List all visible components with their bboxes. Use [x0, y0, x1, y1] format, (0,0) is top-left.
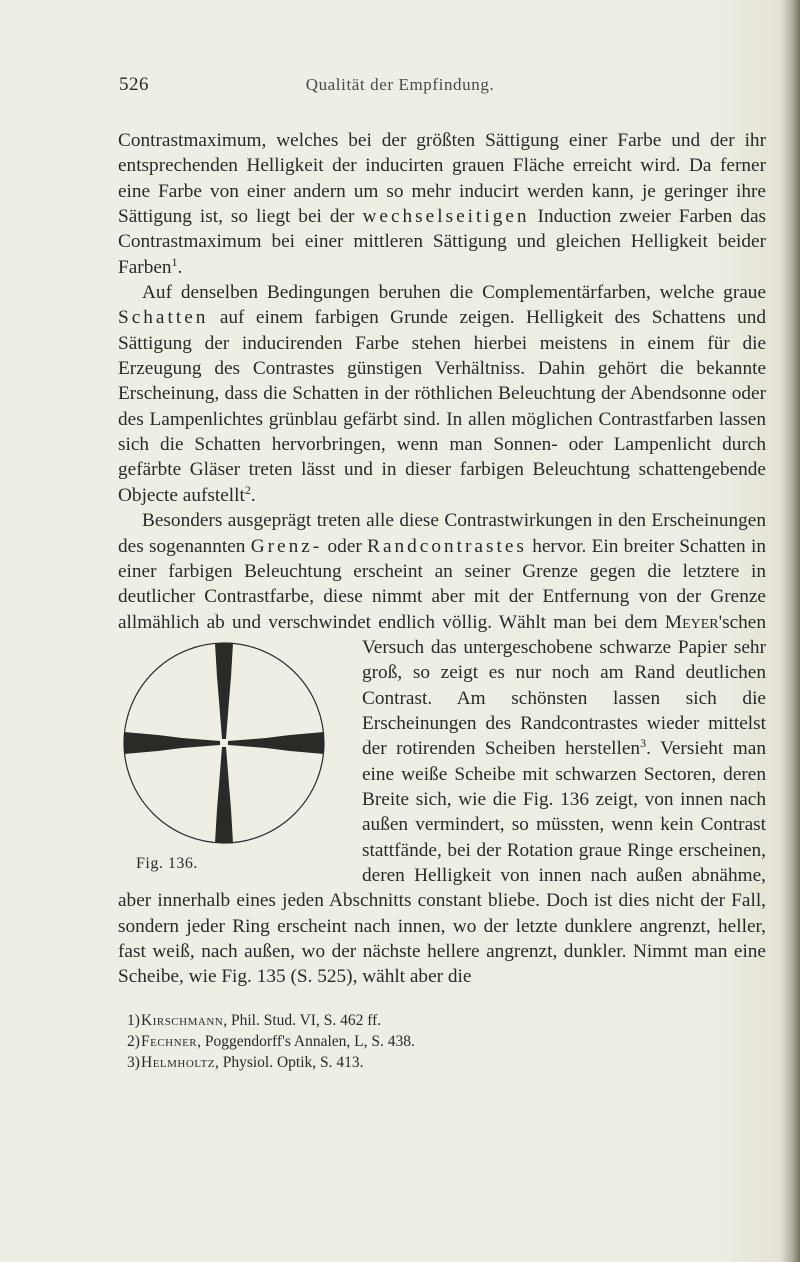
- footnote-3: 3)Helmholtz, Physiol. Optik, S. 413.: [127, 1054, 364, 1071]
- body-text: [118, 128, 766, 990]
- figure-136: [102, 639, 344, 879]
- footnote-ref-3: 3: [640, 736, 647, 751]
- footnote-1: 1)Kirschmann, Phil. Stud. VI, S. 462 ff.: [127, 1012, 382, 1029]
- footnote-ref-2: 2: [244, 482, 251, 497]
- page-header: [0, 74, 800, 98]
- footnote-2: 2)Fechner, Poggendorff's Annalen, L, S. 438.: [127, 1033, 415, 1050]
- running-head: Qualität der Empfindung.: [305, 75, 495, 94]
- footnotes: [127, 1010, 767, 1073]
- paragraph-3: Besonders ausgeprägt treten alle diese Contrastwirkungen in den Erscheinungen des sogenannten Grenz- oder Randcontrastes hervor. Ein breiter Schatten in einer farbigen Beleuchtung erscheint an seiner Grenze gegen die letztere in deutlicher Contrastfarbe, diese nimmt aber mit der Entfernung von der Grenze allmählich ab und verschwindet endlich völlig. Wählt man bei dem Fig. 136. Meyer'schen Versuch das untergeschobene schwarze Papier sehr groß, so zeigt es nur noch am Rand deutlichen Contrast. Am schönsten lassen sich die Erscheinungen des Randcontrastes wieder mittelst der rotirenden Scheiben herstellen$^3$. Versieht man eine weiße Scheibe mit schwarzen Sectoren, deren Breite sich, wie die Fig. 136 zeigt, von innen nach außen vermindert, so müssten, wenn kein Contrast stattfände, bei der Rotation graue Ringe erscheinen, deren Helligkeit von innen nach außen abnähme, aber innerhalb eines jeden Abschnitts constant bliebe. Doch ist dies nicht der Fall, sondern jeder Ring erscheint nach innen, wo der letzte dunklere angrenzt, heller, fast weiß, nach außen, wo der nächste hellere angrenzt, dunkler. Nimmt man eine Scheibe, wie Fig. 135 (S. 525), wählt aber die: [118, 508, 766, 990]
- figure-caption: Fig. 136.: [136, 854, 198, 872]
- author-name-meyer: Meyer: [664, 611, 719, 633]
- rotating-disc-figure: [102, 639, 344, 849]
- page-number: 526: [119, 74, 149, 95]
- paragraph-2: Auf denselben Bedingungen beruhen die Complementärfarben, welche graue Schatten auf einem farbigen Grunde zeigen. Helligkeit des Schattens und Sättigung der inducirenden Farbe stehen hierbei meistens in einem für die Erzeugung des Contrastes günstigen Verhältniss. Dahin gehört die bekannte Erscheinung, dass die Schatten in der röthlichen Beleuchtung der Abendsonne oder des Lampenlichtes grünblau gefärbt sind. In allen möglichen Contrastfarben lassen sich die Schatten hervorbringen, wenn man Sonnen- oder Lampenlicht durch gefärbte Gläser treten lässt und in dieser farbigen Beleuchtung schattengebende Objecte aufstellt$^2$.: [118, 282, 766, 506]
- paragraph-1: Contrastmaximum, welches bei der größten Sättigung einer Farbe und der ihr entsprechenden Helligkeit der inducirten grauen Fläche erreicht wird. Da ferner eine Farbe von einer andern um so mehr inducirt werden kann, je geringer ihre Sättigung ist, so liegt bei der wechselseitigen Induction zweier Farben das Contrastmaximum bei einer mittleren Sättigung und gleichen Helligkeit beider Farben$^1$.: [118, 130, 767, 278]
- footnote-ref-1: 1: [171, 254, 178, 269]
- page-edge-shadow: [782, 0, 800, 1262]
